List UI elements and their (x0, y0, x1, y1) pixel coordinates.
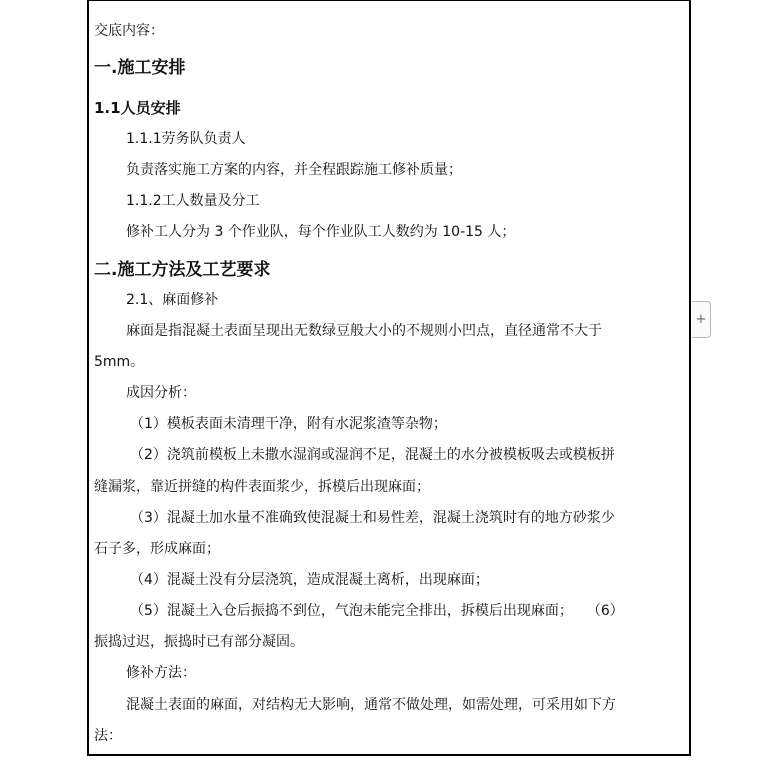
cause-analysis-label: 成因分析： (126, 385, 196, 401)
cause-3-line-1: （3）混凝土加水量不准确致使混凝土和易性差，混凝土浇筑时有的地方砂浆少 (130, 510, 615, 526)
repair-line-2: 法： (94, 728, 122, 744)
subsection-1-1-heading: 1.1人员安排 (94, 99, 181, 117)
item-1-1-2-title: 1.1.2工人数量及分工 (126, 193, 260, 209)
section-2-heading: 二.施工方法及工艺要求 (94, 260, 271, 280)
cause-6-line-2: 振捣过迟，振捣时已有部分凝固。 (94, 634, 304, 650)
expand-tab[interactable] (692, 301, 711, 338)
item-1-1-1-text: 负责落实施工方案的内容，并全程跟踪施工修补质量； (126, 162, 462, 178)
item-1-1-2-text: 修补工人分为 3 个作业队，每个作业队工人数约为 10-15 人； (126, 224, 516, 240)
section-1-heading: 一.施工安排 (94, 58, 186, 78)
cause-3-line-2: 石子多，形成麻面； (94, 541, 220, 557)
intro-label: 交底内容： (94, 23, 164, 39)
definition-line-2: 5mm。 (94, 354, 145, 370)
definition-line-1: 麻面是指混凝土表面呈现出无数绿豆般大小的不规则小凹点，直径通常不大于 (126, 323, 602, 339)
subsection-2-1-heading: 2.1、麻面修补 (126, 292, 219, 308)
cause-2-line-1: （2）浇筑前模板上未撒水湿润或湿润不足，混凝土的水分被模板吸去或模板拼 (130, 447, 615, 463)
item-1-1-1-title: 1.1.1劳务队负责人 (126, 131, 246, 147)
cause-4: （4）混凝土没有分层浇筑，造成混凝土离析，出现麻面； (130, 572, 489, 588)
repair-method-label: 修补方法： (126, 665, 196, 681)
cause-1: （1）模板表面未清理干净，附有水泥浆渣等杂物； (130, 416, 447, 432)
repair-line-1: 混凝土表面的麻面，对结构无大影响，通常不做处理，如需处理，可采用如下方 (126, 697, 616, 713)
cause-5-line-1: （5）混凝土入仓后振捣不到位，气泡未能完全排出，拆模后出现麻面； （6） (130, 603, 624, 619)
plus-icon: + (695, 312, 707, 327)
cause-2-line-2: 缝漏浆，靠近拼缝的构件表面浆少，拆模后出现麻面； (94, 479, 430, 495)
